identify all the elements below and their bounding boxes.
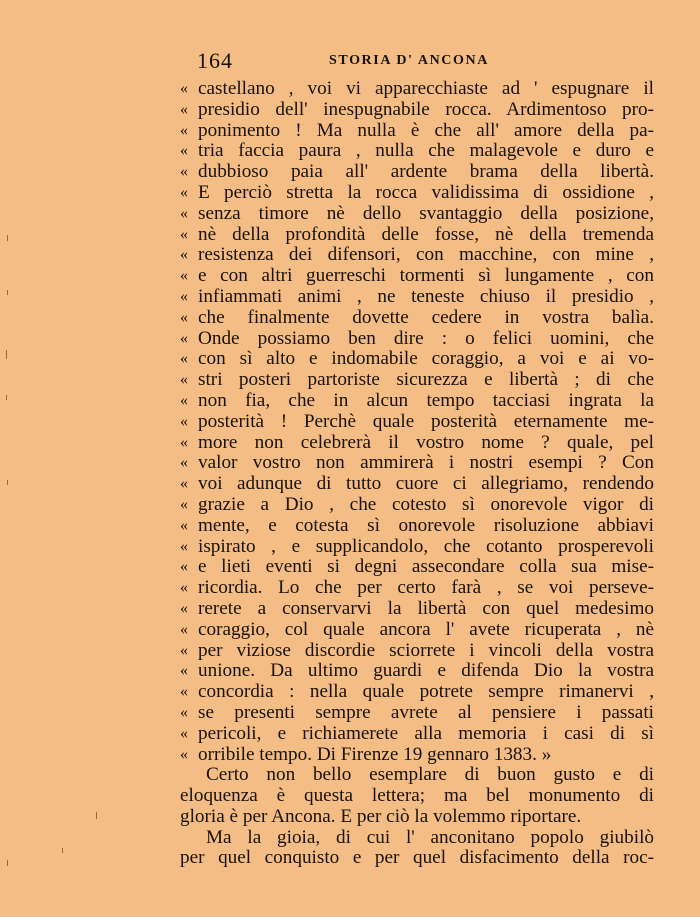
quote-line [180,162,654,183]
guillemet-mark: « [180,100,188,118]
quote-line [180,100,654,121]
quote-line-text: se presenti sempre avrete al pensiere i passati [198,701,654,723]
guillemet-mark: « [180,204,188,222]
running-head: STORIA D' ANCONA [329,53,489,68]
quote-line-text: per viziose discordie sciorrete i vincoli della vostra [198,639,654,661]
body-line-text: per quel conquisto e per quel disfacimento della roc- [180,847,654,869]
quote-line-text: senza timore nè dello svantaggio della posizione, [198,202,654,224]
margin-mark [7,860,8,866]
body-line-text: Ma la gioia, di cui l' anconitano popolo giubilò [206,826,654,848]
quote-line-text: e con altri guerreschi tormenti sì lungamente , con [198,265,654,287]
quote-line-text: valor vostro non ammirerà i nostri esempi ? Con [198,452,654,474]
quote-line-text: pericoli, e richiamerete alla memoria i casi di sì [198,722,654,744]
guillemet-mark: « [180,350,188,368]
guillemet-mark: « [180,371,188,389]
page-header [197,48,497,74]
quote-line-text: voi adunque di tutto cuore ci allegriamo, rendendo [198,473,654,495]
guillemet-mark: « [180,287,188,305]
guillemet-mark: « [180,163,188,181]
quote-line [180,453,654,474]
guillemet-mark: « [180,537,188,555]
quote-line-text: E perciò stretta la rocca validissima di ossidione , [198,181,654,203]
guillemet-mark: « [180,391,188,409]
quote-line [180,474,654,495]
guillemet-mark: « [180,599,188,617]
quote-line-text: e lieti eventi si degni assecondare colla sua mise- [198,556,654,578]
quote-line-text: unione. Da ultimo guardi e difenda Dio la vostra [198,660,654,682]
quote-line-text: ponimento ! Ma nulla è che all' amore della pa- [198,119,654,141]
quote-line-text: stri posteri partoriste sicurezza e libertà ; di che [198,369,654,391]
quote-line [180,495,654,516]
quote-line [180,682,654,703]
quote-line [180,308,654,329]
margin-mark [7,480,8,485]
guillemet-mark: « [180,558,188,576]
guillemet-mark: « [180,495,188,513]
body-line-text: gloria è per Ancona. E per ciò la volemmo riportare. [180,805,582,827]
quote-line [180,141,654,162]
guillemet-mark: « [180,745,188,763]
quote-line-text: con sì alto e indomabile coraggio, a voi e ai vo- [198,348,654,370]
quote-line-text: posterità ! Perchè quale posterità eternamente me- [198,410,654,432]
margin-mark [62,848,63,853]
quote-line [180,204,654,225]
guillemet-mark: « [180,641,188,659]
quote-line [180,329,654,350]
guillemet-mark: « [180,620,188,638]
quote-line-text: che finalmente dovette cedere in vostra balìa. [198,306,654,328]
guillemet-mark: « [180,454,188,472]
quote-line-text: presidio dell' inespugnabile rocca. Ardimentoso pro- [198,98,654,120]
quote-line [180,537,654,558]
quote-line-text: ispirato , e supplicandolo, che cotanto prosperevoli [198,535,654,557]
guillemet-mark: « [180,724,188,742]
quote-line-text: grazie a Dio , che cotesto sì onorevole vigor di [198,493,654,515]
body-line [180,807,654,828]
guillemet-mark: « [180,121,188,139]
quote-line [180,661,654,682]
guillemet-mark: « [180,662,188,680]
guillemet-mark: « [180,246,188,264]
guillemet-mark: « [180,225,188,243]
body-line [180,786,654,807]
quote-line-text: resistenza dei difensori, con macchine, con mine , [198,244,654,266]
body-line [180,828,654,849]
quote-line [180,578,654,599]
quote-line-text: more non celebrerà il vostro nome ? quale, pel [198,431,654,453]
page-number: 164 [197,48,233,73]
margin-mark [6,350,7,359]
quote-line [180,516,654,537]
quote-line-text: rerete a conservarvi la libertà con quel medesimo [198,597,654,619]
quote-line-text: infiammati animi , ne teneste chiuso il presidio , [198,285,654,307]
quote-line [180,391,654,412]
quote-line [180,287,654,308]
margin-mark [6,395,7,400]
quote-line [180,412,654,433]
body-line-text: Certo non bello esemplare di buon gusto e di [206,764,654,786]
text-block [180,79,654,869]
quote-line [180,433,654,454]
body-line [180,765,654,786]
quote-line [180,266,654,287]
guillemet-mark: « [180,329,188,347]
margin-mark [7,290,8,295]
guillemet-mark: « [180,183,188,201]
quote-line [180,370,654,391]
guillemet-mark: « [180,267,188,285]
quote-line-text: Onde possiamo ben dire : o felici uomini, che [198,327,654,349]
quote-line [180,349,654,370]
quote-line-text: castellano , voi vi apparecchiaste ad ' espugnare il [198,78,654,99]
quote-line [180,245,654,266]
guillemet-mark: « [180,308,188,326]
guillemet-mark: « [180,412,188,430]
margin-mark [7,235,8,241]
guillemet-mark: « [180,683,188,701]
margin-mark [96,812,97,819]
body-line [180,848,654,869]
quote-line-text: orribile tempo. Di Firenze 19 gennaro 1383. » [198,743,552,765]
quote-line [180,724,654,745]
guillemet-mark: « [180,516,188,534]
guillemet-mark: « [180,579,188,597]
quote-line-text: dubbioso paia all' ardente brama della libertà. [198,161,654,183]
guillemet-mark: « [180,703,188,721]
quote-line [180,745,654,766]
quote-line-text: nè della profondità delle fosse, nè della tremenda [198,223,654,245]
quote-line [180,121,654,142]
quote-line-text: mente, e cotesta sì onorevole risoluzione abbiavi [198,514,654,536]
body-line-text: eloquenza è questa lettera; ma bel monumento di [180,785,654,807]
quote-line [180,620,654,641]
quote-line-text: tria faccia paura , nulla che malagevole e duro e [198,140,654,162]
quote-line-text: ricordia. Lo che per certo farà , se voi perseve- [198,577,654,599]
quote-line [180,703,654,724]
quote-line [180,599,654,620]
quote-line-text: coraggio, col quale ancora l' avete ricuperata , nè [198,618,654,640]
quote-line [180,225,654,246]
guillemet-mark: « [180,475,188,493]
quote-line [180,183,654,204]
guillemet-mark: « [180,142,188,160]
guillemet-mark: « [180,80,188,97]
quote-line [180,641,654,662]
quote-line-text: non fia, che in alcun tempo tacciasi ingrata la [198,389,654,411]
quote-line-text: concordia : nella quale potrete sempre rimanervi , [198,681,654,703]
quote-line [180,557,654,578]
guillemet-mark: « [180,433,188,451]
quote-line [180,79,654,100]
